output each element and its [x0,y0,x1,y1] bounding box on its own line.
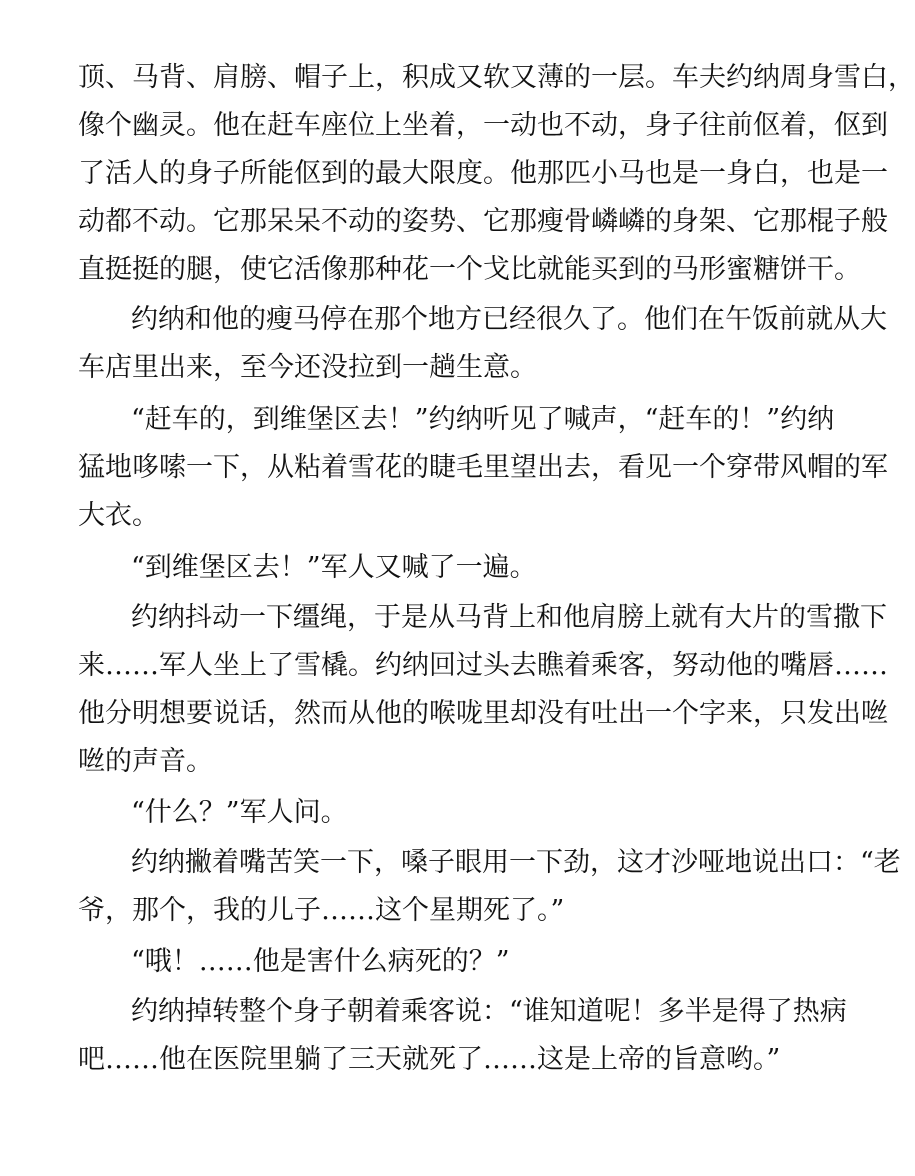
paragraph-start-line: “哦！……他是害什么病死的？” [131,946,510,977]
paragraph-start-line: “赶车的，到维堡区去！”约纳听见了喊声，“赶车的！”约纳 [131,404,835,435]
text-line: 大衣。 [78,500,159,531]
paragraph-start-line: “什么？”军人问。 [131,797,348,828]
paragraph-start-line: 约纳撇着嘴苦笑一下，嗓子眼用一下劲，这才沙哑地说出口：“老 [131,847,901,878]
text-line: 直挺挺的腿，使它活像那种花一个戈比就能买到的马形蜜糖饼干。 [78,254,861,285]
text-line: 咝的声音。 [78,746,213,777]
paragraph-start-line: 约纳掉转整个身子朝着乘客说：“谁知道呢！多半是得了热病 [131,996,847,1027]
text-line: 车店里出来，至今还没拉到一趟生意。 [78,352,537,383]
text-line: 顶、马背、肩膀、帽子上，积成又软又薄的一层。车夫约纳周身雪白， [78,62,915,93]
paragraph-start-line: 约纳和他的瘦马停在那个地方已经很久了。他们在午饭前就从大 [131,304,887,335]
text-line: 猛地哆嗦一下，从粘着雪花的睫毛里望出去，看见一个穿带风帽的军 [78,452,888,483]
text-line: 动都不动。它那呆呆不动的姿势、它那瘦骨嶙嶙的身架、它那棍子般 [78,206,888,237]
text-line: 了活人的身子所能伛到的最大限度。他那匹小马也是一身白，也是一 [78,158,888,189]
paragraph-start-line: 约纳抖动一下缰绳，于是从马背上和他肩膀上就有大片的雪撒下 [131,602,887,633]
paragraph-start-line: “到维堡区去！”军人又喊了一遍。 [131,552,537,583]
text-line: 吧……他在医院里躺了三天就死了……这是上帝的旨意哟。” [78,1044,781,1075]
text-line: 爷，那个，我的儿子……这个星期死了。” [78,895,565,926]
text-line: 来……军人坐上了雪橇。约纳回过头去瞧着乘客，努动他的嘴唇…… [78,650,888,681]
text-line: 他分明想要说话，然而从他的喉咙里却没有吐出一个字来，只发出咝 [78,698,888,729]
text-line: 像个幽灵。他在赶车座位上坐着，一动也不动，身子往前伛着，伛到 [78,110,888,141]
